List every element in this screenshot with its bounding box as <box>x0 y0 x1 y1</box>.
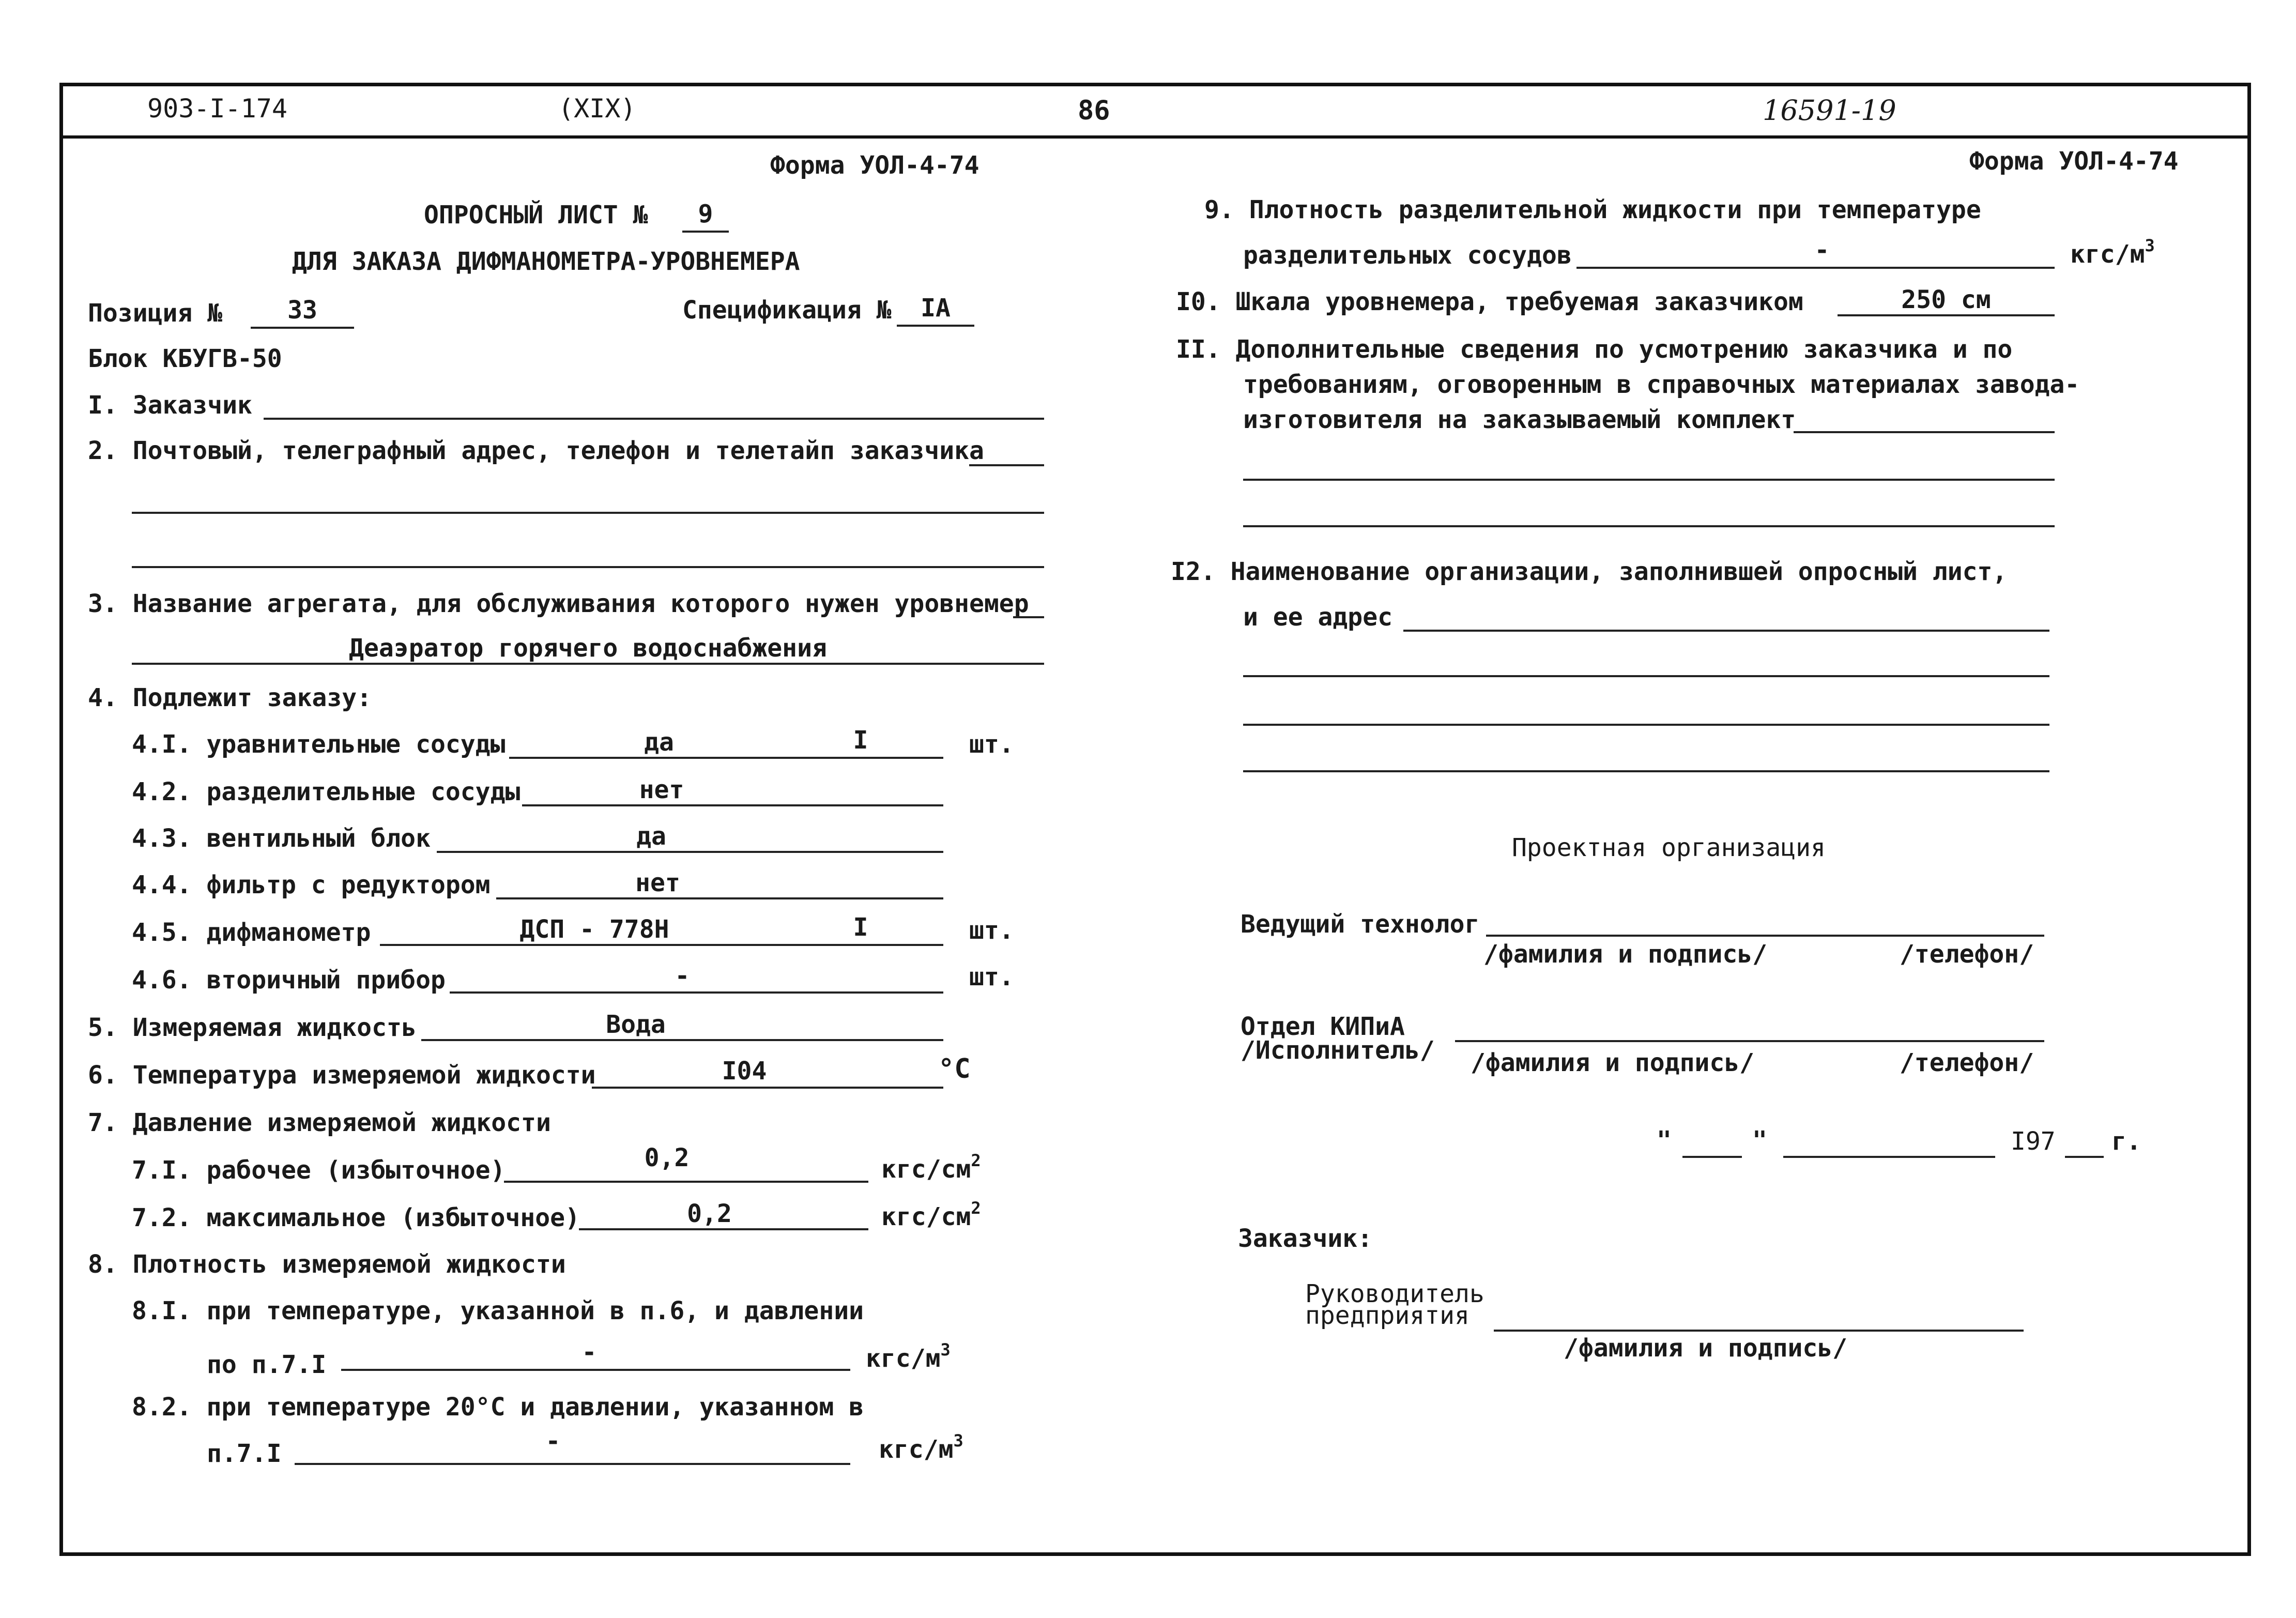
item2-line3 <box>132 566 1044 568</box>
spec-label: Спецификация № <box>682 296 892 325</box>
item7-2-unit <box>881 1198 981 1231</box>
date-quote-close: " <box>1752 1126 1767 1155</box>
item7-1-unit-text: кгс/см <box>881 1155 971 1184</box>
customer-label: Заказчик: <box>1238 1224 1373 1253</box>
item8-2-value: - <box>545 1427 561 1456</box>
form-number: 9 <box>698 200 713 228</box>
lead-tech-phone-hint: /телефон/ <box>1900 940 2034 969</box>
item8-2-unit-exp: 3 <box>953 1431 963 1451</box>
item4-order: 4. Подлежит заказу: <box>88 683 372 712</box>
head-label: Руководитель <box>1305 1279 1484 1308</box>
date-month-line <box>1783 1156 1995 1158</box>
item7-1-unit <box>881 1151 981 1184</box>
item6-temp: 6. Температура измеряемой жидкости <box>88 1061 596 1090</box>
doc-code: 903-I-174 <box>147 94 287 124</box>
date-quote-open: " <box>1657 1126 1672 1155</box>
item3-aggregate: 3. Название агрегата, для обслуживания которого нужен уровнемер <box>88 589 1029 618</box>
item3-line <box>1013 616 1044 618</box>
item4-5-line <box>380 944 943 946</box>
item5-liquid: 5. Измеряемая жидкость <box>88 1013 417 1042</box>
item5-line <box>421 1039 943 1041</box>
item9-label2: разделительных сосудов <box>1243 241 1572 270</box>
position-line <box>251 327 354 329</box>
item11-line <box>1794 431 2055 433</box>
volume-label: (XIX) <box>558 94 636 124</box>
item12-line4 <box>1243 770 2049 772</box>
item7-2-unit-text: кгс/см <box>881 1202 971 1231</box>
item3-value-line <box>132 663 1044 665</box>
item4-6-unit: шт. <box>969 963 1014 991</box>
item4-3-line <box>437 851 943 853</box>
item4-2-value: нет <box>639 775 684 804</box>
item4-1-label: 4.I. уравнительные сосуды <box>132 730 506 759</box>
position-label: Позиция № <box>88 299 223 328</box>
item4-5-qty: I <box>853 913 868 942</box>
item4-2-line <box>522 804 943 806</box>
form-label-left: Форма УОЛ-4-74 <box>770 151 979 180</box>
item4-5-value: ДСП - 778Н <box>519 915 669 944</box>
dept-label: Отдел КИПиА <box>1241 1012 1405 1041</box>
form-title: ОПРОСНЫЙ ЛИСТ № <box>424 201 648 230</box>
item8-1-unit-text: кгс/м <box>866 1344 941 1373</box>
item4-3-label: 4.3. вентильный блок <box>132 824 431 853</box>
item12-line <box>1403 630 2049 632</box>
item3-value: Деаэратор горячего водоснабжения <box>349 634 827 663</box>
item8-1-line <box>341 1369 850 1371</box>
item7-1-line <box>504 1181 868 1183</box>
item4-1-line <box>509 757 943 759</box>
item7-2-value: 0,2 <box>687 1199 732 1228</box>
date-year-line <box>2065 1156 2104 1158</box>
head-sig-hint: /фамилия и подпись/ <box>1564 1334 1848 1363</box>
item8-2-unit-text: кгс/м <box>879 1435 954 1464</box>
item4-6-value: - <box>675 961 690 990</box>
spec-value: IA <box>921 294 951 323</box>
item8-2-ref: п.7.I <box>207 1439 282 1468</box>
item9-unit-text: кгс/м <box>2070 240 2145 269</box>
form-label-right: Форма УОЛ-4-74 <box>1969 147 2179 176</box>
item4-2-label: 4.2. разделительные сосуды <box>132 777 521 806</box>
item10-label: I0. Шкала уровнемера, требуемая заказчиком <box>1176 287 1803 316</box>
item11-label: II. Дополнительные сведения по усмотрению заказчика и по <box>1176 335 2013 364</box>
item11-line3 <box>1243 525 2055 527</box>
item2-line2 <box>132 512 1044 514</box>
item7-2-line <box>579 1228 868 1230</box>
dept-label2: /Исполнитель/ <box>1241 1036 1435 1065</box>
date-year-label: I97 <box>2011 1127 2056 1156</box>
item9-line <box>1576 267 2055 269</box>
item4-4-value: нет <box>635 868 680 897</box>
item4-3-value: да <box>636 822 666 851</box>
item10-value: 250 см <box>1901 285 1991 314</box>
item6-unit: °С <box>938 1054 971 1085</box>
item1-line <box>264 418 1044 420</box>
form-subtitle: ДЛЯ ЗАКАЗА ДИФМАНОМЕТРА-УРОВНЕМЕРА <box>292 247 800 276</box>
item10-line <box>1838 314 2055 316</box>
item12-label: I2. Наименование организации, заполнившей опросный лист, <box>1171 557 2008 586</box>
lead-tech-line <box>1486 935 2044 937</box>
item8-density: 8. Плотность измеряемой жидкости <box>88 1250 566 1279</box>
head-label2: предприятия <box>1305 1301 1470 1330</box>
item8-1-label: 8.I. при температуре, указанной в п.6, и давлении <box>132 1296 864 1325</box>
header-divider <box>59 135 2251 139</box>
date-day-line <box>1682 1156 1742 1158</box>
item6-line <box>592 1087 943 1089</box>
item11-line2 <box>1243 479 2055 481</box>
dept-line <box>1455 1040 2044 1042</box>
sheet-number: 16591-19 <box>1763 94 1896 127</box>
item9-label: 9. Плотность разделительной жидкости при температуре <box>1204 195 1981 224</box>
item8-1-ref: по п.7.I <box>207 1350 327 1379</box>
form-number-line <box>682 231 729 233</box>
item8-1-unit-exp: 3 <box>940 1340 951 1360</box>
item12-line2 <box>1243 675 2049 677</box>
item2-line <box>969 464 1044 466</box>
page-number: 86 <box>1078 95 1110 126</box>
lead-tech-label: Ведущий технолог <box>1241 910 1480 939</box>
item9-unit <box>2070 236 2155 269</box>
item4-4-line <box>496 897 943 899</box>
dept-phone-hint: /телефон/ <box>1900 1048 2034 1077</box>
item11-label2: требованиям, оговоренным в справочных материалах завода- <box>1243 370 2080 399</box>
position-value: 33 <box>287 296 317 325</box>
item11-label3: изготовителя на заказываемый комплект <box>1243 405 1796 434</box>
block-label: Блок КБУГВ-50 <box>88 344 282 373</box>
item1-customer: I. Заказчик <box>88 391 252 420</box>
dept-sig-hint: /фамилия и подпись/ <box>1471 1048 1755 1077</box>
item12-line3 <box>1243 724 2049 726</box>
spec-line <box>897 325 974 327</box>
item8-2-line <box>295 1463 850 1465</box>
item6-value: I04 <box>722 1057 767 1086</box>
item7-1-label: 7.I. рабочее (избыточное) <box>132 1156 506 1185</box>
item7-2-unit-exp: 2 <box>971 1198 981 1218</box>
item2-address: 2. Почтовый, телеграфный адрес, телефон и телетайп заказчика <box>88 436 984 465</box>
item7-2-label: 7.2. максимальное (избыточное) <box>132 1203 580 1232</box>
item9-value: - <box>1814 236 1830 265</box>
item8-1-unit <box>866 1340 951 1373</box>
item8-2-label: 8.2. при температуре 20°С и давлении, указанном в <box>132 1393 864 1422</box>
head-line <box>1494 1330 2024 1332</box>
date-year-suffix: г. <box>2111 1127 2141 1156</box>
item8-1-value: - <box>581 1338 597 1367</box>
item4-1-unit: шт. <box>969 730 1014 759</box>
item4-5-unit: шт. <box>969 916 1014 945</box>
item12-label2: и ее адрес <box>1243 603 1392 632</box>
item7-1-unit-exp: 2 <box>971 1151 981 1170</box>
item4-6-line <box>450 991 943 994</box>
item4-6-label: 4.6. вторичный прибор <box>132 966 446 995</box>
item4-5-label: 4.5. дифманометр <box>132 918 371 947</box>
item4-1-value: да <box>644 728 674 757</box>
lead-tech-sig-hint: /фамилия и подпись/ <box>1483 940 1768 969</box>
item4-1-qty: I <box>853 726 868 755</box>
item7-pressure: 7. Давление измеряемой жидкости <box>88 1108 551 1137</box>
item4-4-label: 4.4. фильтр с редуктором <box>132 871 491 899</box>
item9-unit-exp: 3 <box>2145 236 2155 255</box>
item7-1-value: 0,2 <box>644 1143 690 1172</box>
design-org-label: Проектная организация <box>1512 833 1826 862</box>
item5-value: Вода <box>606 1010 666 1039</box>
item8-2-unit <box>879 1431 963 1464</box>
